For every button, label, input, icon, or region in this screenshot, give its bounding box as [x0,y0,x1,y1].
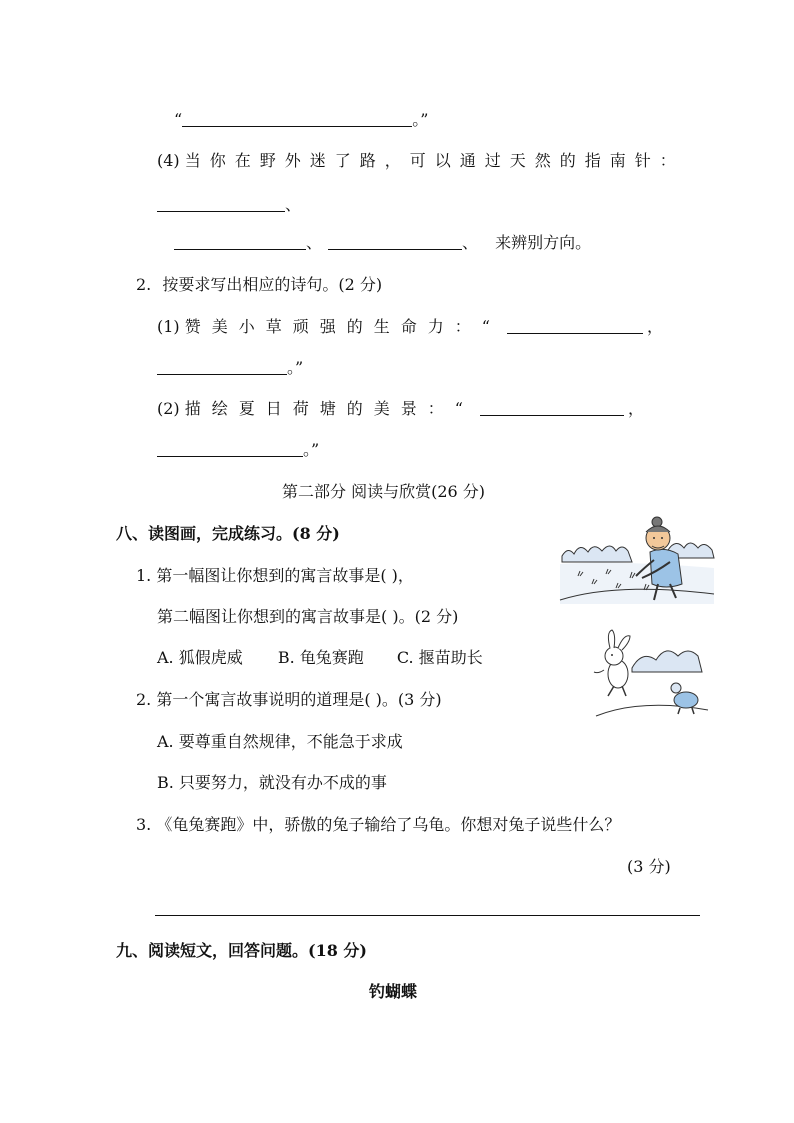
option-b[interactable]: B. 龟兔赛跑 [277,648,364,667]
answer-blank[interactable] [174,233,306,250]
answer-blank[interactable] [157,195,285,212]
question-4-blank-row1 [157,195,301,215]
section8-q1-options [157,648,483,668]
answer-blank[interactable] [182,110,412,127]
sub2-text: 描绘夏日荷塘的美景：“ [184,399,474,418]
answer-blank[interactable] [480,399,624,416]
question-4-tail: 来辨别方向。 [495,233,592,252]
question-4-blank-row2 [174,233,591,253]
question-4-prefix: (4) [157,151,180,170]
farmer-pulling-seedlings-illustration [558,512,718,604]
question-2-sub1-row2 [157,358,303,378]
sub2-end: 。” [303,440,320,459]
story-title: 钓蝴蝶 [369,982,418,1001]
sub1-end: 。” [287,358,304,377]
question-4 [157,151,685,171]
section9-title: 九、阅读短文，回答问题。(18 分) [116,941,367,960]
open-quote: “ [174,110,183,129]
question-2 [136,275,382,295]
separator: 、 [285,195,302,214]
question-2-sub1 [157,317,663,337]
sub2-comma: ， [627,399,644,418]
section8-title: 八、读图画，完成练习。(8 分) [116,524,340,543]
answer-blank[interactable] [157,440,303,457]
separator: 、 [462,233,479,252]
close-quote: 。” [412,110,429,129]
section8-q2-option-a[interactable]: A. 要尊重自然规律，不能急于求成 [157,732,403,751]
answer-blank[interactable] [328,233,462,250]
answer-line[interactable] [155,915,700,916]
question-2-number: 2. [136,275,152,294]
sub1-text: 赞美小草顽强的生命力：“ [184,317,501,336]
question-2-sub2-row2 [157,440,319,460]
option-a[interactable]: A. 狐假虎威 [157,648,243,667]
section8-q3-score: (3 分) [627,857,671,876]
question-2-sub2 [157,399,644,419]
sub1-comma: ， [646,317,663,336]
q3-answer-line [174,110,428,130]
answer-blank[interactable] [507,317,643,334]
rabbit-and-tortoise-race-illustration [592,628,712,720]
section8-q3-line: 3. 《龟兔赛跑》中，骄傲的兔子输给了乌龟。你想对兔子说些什么？ [136,815,621,834]
question-4-text: 当你在野外迷了路，可以通过天然的指南针： [184,151,685,170]
part2-title: 第二部分 阅读与欣赏(26 分) [282,482,486,501]
answer-blank[interactable] [157,358,287,375]
section8-q1-line2: 第二幅图让你想到的寓言故事是( )。(2 分) [157,607,459,626]
separator: 、 [306,233,323,252]
section8-q2-option-b[interactable]: B. 只要努力，就没有办不成的事 [157,773,387,792]
section8-q1-line1: 1. 第一幅图让你想到的寓言故事是( )， [136,566,414,585]
question-2-text: 按要求写出相应的诗句。(2 分) [162,275,383,294]
sub1-prefix: (1) [157,317,180,336]
sub2-prefix: (2) [157,399,180,418]
option-c[interactable]: C. 揠苗助长 [396,648,483,667]
section8-q2-line: 2. 第一个寓言故事说明的道理是( )。(3 分) [136,690,442,709]
